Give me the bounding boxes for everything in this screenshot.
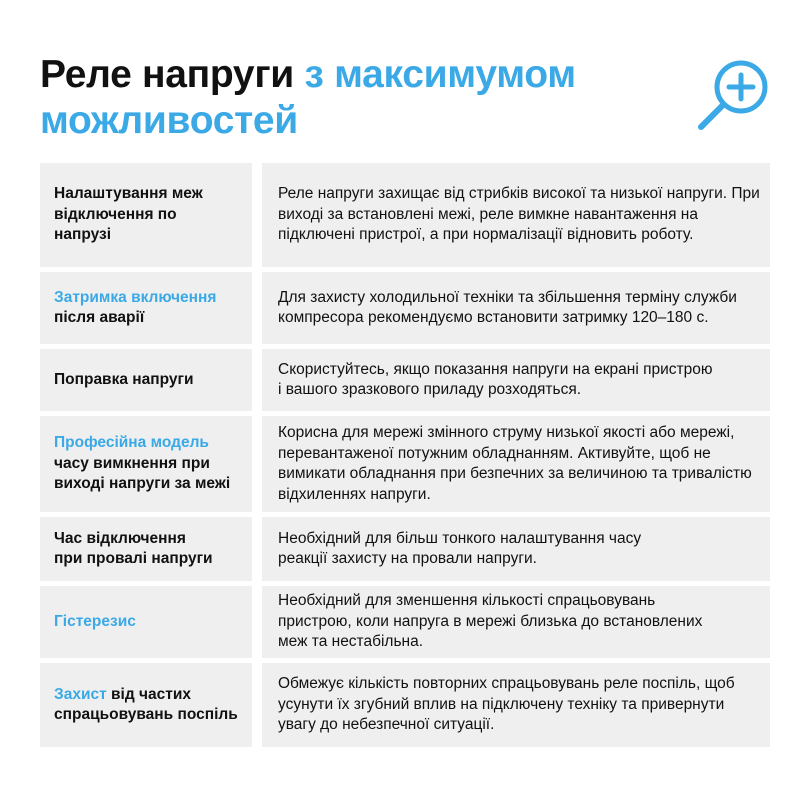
row-label-text: від частих спрацьовувань поспіль <box>54 685 238 723</box>
table-row <box>40 272 770 344</box>
row-description-text: Реле напруги захищає від стрибків високої та низької напруги. При виході за встановлені межі, реле вимкне навантаження на підключені пристрої, а при нормалізації відновить роботу. <box>278 185 760 244</box>
row-label-accent: Гістерезис <box>54 612 136 630</box>
row-label <box>40 349 252 411</box>
row-label <box>40 416 252 512</box>
row-description <box>262 586 770 658</box>
row-description <box>262 349 770 411</box>
table-row <box>40 517 770 581</box>
row-description <box>262 517 770 581</box>
row-label <box>40 163 252 267</box>
row-description <box>262 163 770 267</box>
row-label-text: після аварії <box>54 309 145 326</box>
row-label-accent: Затримка включення <box>54 288 217 306</box>
table-row <box>40 163 770 267</box>
row-description-text: Необхідний для більш тонкого налаштування часу реакції захисту на провали напруги. <box>278 529 642 567</box>
row-label-accent: Захист <box>54 685 107 703</box>
row-label-text: Поправка напруги <box>54 370 194 388</box>
title-accent-part: з максимумом можливостей <box>40 53 576 142</box>
row-label <box>40 272 252 344</box>
row-description-text: Корисна для мережі змінного струму низької якості або мережі, перевантаженої потужним обладнанням. Активуйте, щоб не вимикати обладнання при безпечних за величиною та тривалістю відхиленнях напруги. <box>278 424 752 503</box>
row-description <box>262 663 770 747</box>
row-description-text: Необхідний для зменшення кількості спрацьовувань пристрою, коли напруга в мережі близька до встановлених меж та нестабільна. <box>278 592 703 651</box>
table-row <box>40 416 770 512</box>
row-label-text: Налаштування меж відключення по напрузі <box>54 185 203 244</box>
magnifier-plus-icon <box>696 56 772 132</box>
row-description-text: Обмежує кількість повторних спрацьовувань реле поспіль, щоб усунути їх згубний вплив на підключену техніку та привернути увагу до небезпечної ситуації. <box>278 675 735 734</box>
title-dark-part: Реле напруги <box>40 53 294 96</box>
row-label-text: часу вимкнення при виході напруги за межі <box>54 454 231 493</box>
row-label <box>40 517 252 581</box>
table-row <box>40 349 770 411</box>
row-description-text: Для захисту холодильної техніки та збільшення терміну служби компресора рекомендуємо встановити затримку 120–180 с. <box>278 288 737 326</box>
row-label <box>40 663 252 747</box>
row-label <box>40 586 252 658</box>
table-row <box>40 663 770 747</box>
row-label-text: Час відключення при провалі напруги <box>54 529 213 567</box>
row-description-text: Скористуйтесь, якщо показання напруги на екрані пристрою і вашого зразкового приладу розходяться. <box>278 360 713 398</box>
row-label-accent: Професійна модель <box>54 434 209 452</box>
table-row <box>40 586 770 658</box>
page-title <box>40 52 680 144</box>
row-description <box>262 272 770 344</box>
row-description <box>262 416 770 512</box>
